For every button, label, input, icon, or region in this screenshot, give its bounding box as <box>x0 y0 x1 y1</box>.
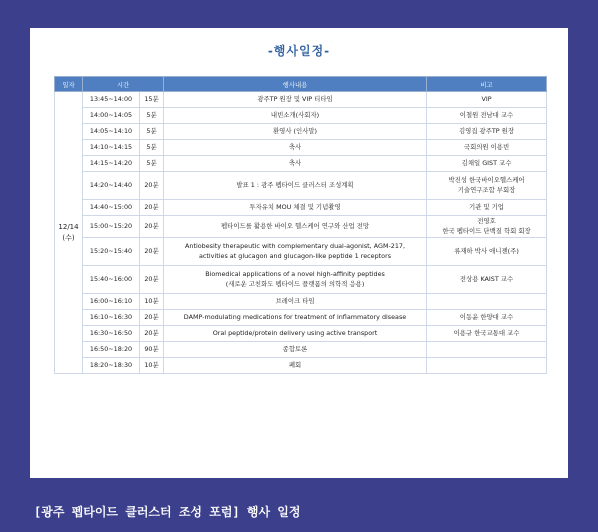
duration-cell: 10분 <box>140 358 164 374</box>
time-cell: 15:40~16:00 <box>83 266 140 294</box>
event-cell <box>164 156 427 172</box>
table-row <box>55 140 547 156</box>
table-row <box>55 124 547 140</box>
note-cell <box>427 326 547 342</box>
table-row <box>55 92 547 108</box>
event-text: 내빈소개(사회자) <box>270 110 320 119</box>
schedule-title: -행사일정- <box>267 44 331 58</box>
duration-cell: 20분 <box>140 238 164 266</box>
event-text: 펩타이드를 활용한 바이오 헬스케어 연구와 산업 전망 <box>221 221 370 230</box>
event-cell <box>164 108 427 124</box>
duration-cell: 20분 <box>140 200 164 216</box>
event-cell <box>164 294 427 310</box>
duration-cell: 20분 <box>140 326 164 342</box>
event-cell <box>164 266 427 294</box>
note-text: 국회의원 이용빈 <box>463 142 510 151</box>
note-cell <box>427 172 547 200</box>
header-note: 비고 <box>427 77 547 92</box>
note-text: 류재하 박사 애니젠(주) <box>454 246 519 255</box>
event-text: 폐회 <box>288 360 302 369</box>
note-text: 박진성 한국바이오헬스케어 <box>448 175 525 184</box>
time-cell: 14:20~14:40 <box>83 172 140 200</box>
time-cell: 16:00~16:10 <box>83 294 140 310</box>
time-cell: 14:05~14:10 <box>83 124 140 140</box>
duration-cell: 20분 <box>140 216 164 238</box>
event-cell <box>164 216 427 238</box>
note-text: 김채일 GIST 교수 <box>461 158 512 167</box>
event-text: 광주TP 원장 및 VIP 티타임 <box>257 94 333 103</box>
event-text: 종합토론 <box>282 344 308 353</box>
event-cell <box>164 326 427 342</box>
note-cell <box>427 342 547 358</box>
duration-cell: 5분 <box>140 140 164 156</box>
header-event: 행사내용 <box>164 77 427 92</box>
note-cell <box>427 200 547 216</box>
event-text: DAMP-modulating medications for treatment of inflammatory disease <box>183 312 407 321</box>
event-cell <box>164 92 427 108</box>
note-text: 전상용 KAIST 교수 <box>459 274 514 283</box>
time-cell: 14:10~14:15 <box>83 140 140 156</box>
note-cell <box>427 108 547 124</box>
note-cell <box>427 92 547 108</box>
table-row <box>55 172 547 200</box>
table-row <box>55 216 547 238</box>
note-text: VIP <box>481 94 492 103</box>
duration-cell: 5분 <box>140 124 164 140</box>
event-cell <box>164 200 427 216</box>
time-cell: 15:20~15:40 <box>83 238 140 266</box>
table-row <box>55 326 547 342</box>
table-row <box>55 266 547 294</box>
note-text: 김영집 광주TP 원장 <box>458 126 515 135</box>
header-time: 시간 <box>83 77 164 92</box>
note-text: 전영호 <box>477 216 496 225</box>
note-cell <box>427 216 547 238</box>
table-row <box>55 200 547 216</box>
note-cell <box>427 358 547 374</box>
time-cell: 18:20~18:30 <box>83 358 140 374</box>
event-cell <box>164 342 427 358</box>
event-cell <box>164 310 427 326</box>
duration-cell: 20분 <box>140 310 164 326</box>
event-text: 투자유치 MOU 체결 및 기념촬영 <box>249 202 341 211</box>
table-row <box>55 238 547 266</box>
table-row <box>55 358 547 374</box>
table-row <box>55 342 547 358</box>
note-text: 기관 및 기업 <box>469 202 504 211</box>
note-cell <box>427 140 547 156</box>
note-cell <box>427 310 547 326</box>
event-text: 환영사 (인사말) <box>272 126 318 135</box>
event-text: 축사 <box>288 142 302 151</box>
note-cell <box>427 124 547 140</box>
note-cell <box>427 294 547 310</box>
note-cell <box>427 266 547 294</box>
time-cell: 14:15~14:20 <box>83 156 140 172</box>
event-text: Antiobesity therapeutic with complementary dual-agonist, AGM-217, <box>185 241 405 250</box>
schedule-table <box>54 76 547 374</box>
note-text: 기술연구조합 부회장 <box>457 185 516 194</box>
event-cell <box>164 124 427 140</box>
date-line: 12/14 <box>58 223 79 231</box>
table-row <box>55 294 547 310</box>
event-cell <box>164 172 427 200</box>
note-text: 이동윤 한양대 교수 <box>459 312 514 321</box>
header-day: 일자 <box>55 77 83 92</box>
note-text: 한국 펩타이드 단백질 학회 회장 <box>442 226 531 235</box>
duration-cell: 5분 <box>140 156 164 172</box>
event-text: 발표 1 : 광주 펩타이드 클러스터 조성계획 <box>236 180 354 189</box>
table-row <box>55 310 547 326</box>
duration-cell: 5분 <box>140 108 164 124</box>
note-text: 이용규 한국교통대 교수 <box>453 328 520 337</box>
time-cell: 16:10~16:30 <box>83 310 140 326</box>
event-text: (새로운 고친화도 펩타이드 플랫폼의 의학적 응용) <box>225 279 365 288</box>
event-text: Oral peptide/protein delivery using active transport <box>212 328 378 337</box>
time-cell: 16:50~18:20 <box>83 342 140 358</box>
note-text: 이철원 전남대 교수 <box>459 110 514 119</box>
event-text: 브레이크 타임 <box>275 296 315 305</box>
schedule-panel <box>30 28 568 478</box>
date-cell <box>55 92 83 374</box>
time-cell: 15:00~15:20 <box>83 216 140 238</box>
time-cell: 13:45~14:00 <box>83 92 140 108</box>
time-cell: 16:30~16:50 <box>83 326 140 342</box>
event-text: Biomedical applications of a novel high-affinity peptides <box>205 269 385 278</box>
time-cell: 14:40~15:00 <box>83 200 140 216</box>
time-cell: 14:00~14:05 <box>83 108 140 124</box>
duration-cell: 15분 <box>140 92 164 108</box>
note-cell <box>427 238 547 266</box>
event-text: 축사 <box>288 158 302 167</box>
table-row <box>55 108 547 124</box>
table-header-row <box>55 77 547 92</box>
note-cell <box>427 156 547 172</box>
event-cell <box>164 238 427 266</box>
table-row <box>55 156 547 172</box>
date-weekday: (수) <box>62 233 75 242</box>
duration-cell: 90분 <box>140 342 164 358</box>
event-text: activities at glucagon and glucagon-like peptide 1 receptors <box>198 251 392 260</box>
event-cell <box>164 358 427 374</box>
duration-cell: 20분 <box>140 266 164 294</box>
event-cell <box>164 140 427 156</box>
duration-cell: 20분 <box>140 172 164 200</box>
caption: [광주 펩타이드 클러스터 조성 포럼] 행사 일정 <box>34 505 301 519</box>
duration-cell: 10분 <box>140 294 164 310</box>
